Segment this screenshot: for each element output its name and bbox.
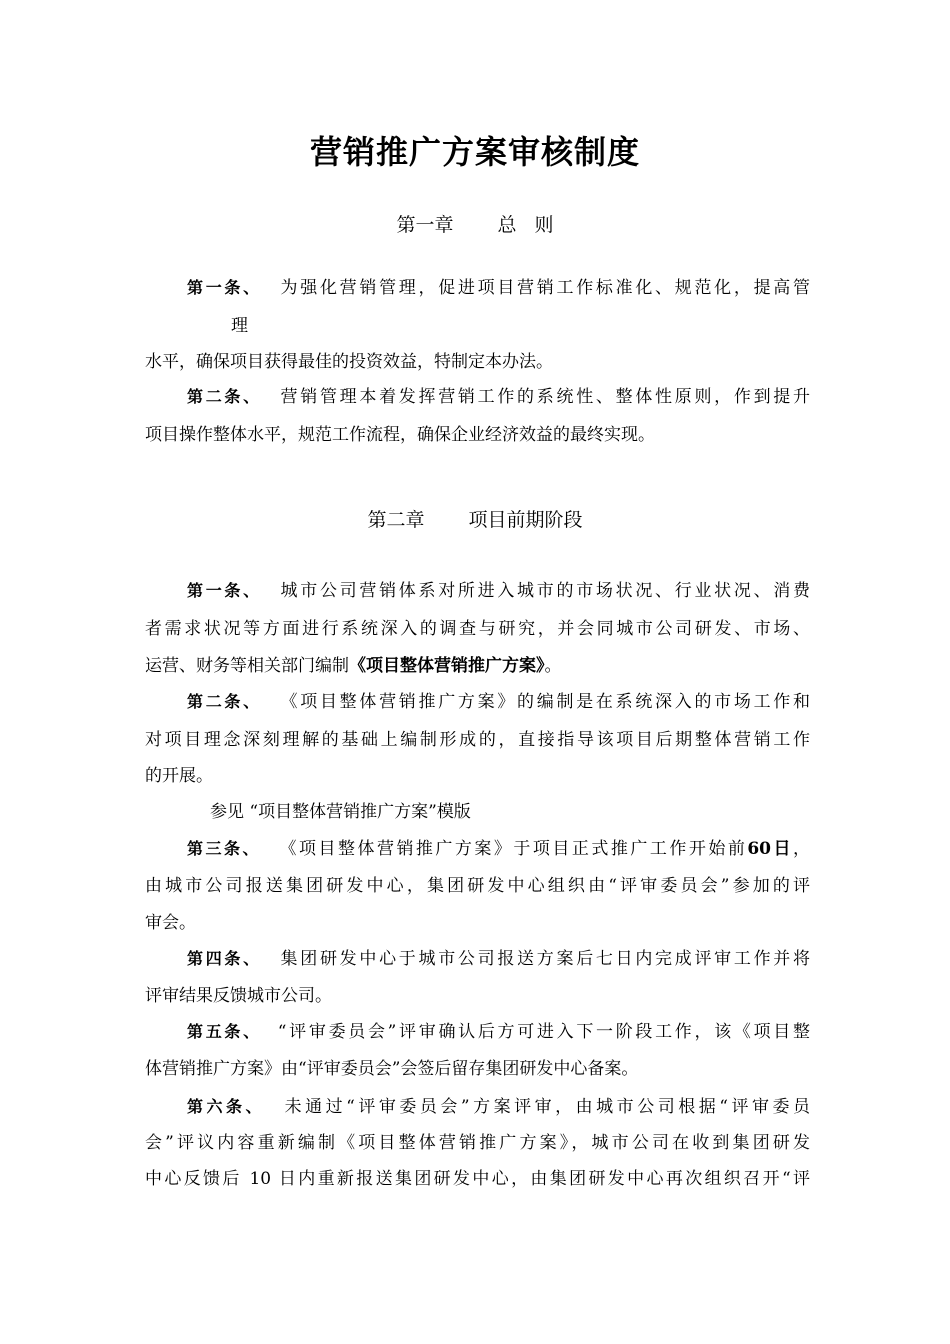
ch2-art1-label: 第一条、 [187,581,262,600]
ch2-art4-line1 [187,946,810,972]
ch1-art2-line2: 项目操作整体水平，规范工作流程，确保企业经济效益的最终实现。 [145,425,655,445]
ch2-art2-label: 第二条、 [187,692,262,711]
ch2-art5-line1 [187,1019,810,1045]
chapter-2-name: 项目前期阶段 [468,509,583,531]
document-title: 营销推广方案审核制度 [309,133,640,171]
ch1-art2-label: 第二条、 [187,387,262,406]
ch2-art2-text1: 《项目整体营销推广方案》的编制是在系统深入的市场工作和 [277,692,810,712]
ch2-art3-days: 60日 [747,839,793,859]
ch2-art6-line2: 会”评议内容重新编制《项目整体营销推广方案》，城市公司在收到集团研发 [145,1133,810,1153]
chapter-2-label: 第二章 [367,509,425,531]
ch2-art3-label: 第三条、 [187,839,261,858]
ch2-art1-line3c: 。 [544,656,562,676]
ch2-art2-line2: 对项目理念深刻理解的基础上编制形成的，直接指导该项目后期整体营销工作 [145,730,810,750]
ch2-art5-text1: “评审委员会”评审确认后方可进入下一阶段工作，该《项目整 [277,1022,810,1042]
ch2-art6-label: 第六条、 [187,1097,266,1116]
ch1-art1-line1 [187,275,810,301]
ch2-art3-line2: 由城市公司报送集团研发中心，集团研发中心组织由“评审委员会”参加的评 [145,876,810,896]
ch1-art1-text1: 为强化营销管理，促进项目营销工作标准化、规范化，提高管 [277,278,810,298]
ch2-art6-line1 [187,1094,810,1120]
ch2-art2-line3: 的开展。 [145,766,213,786]
ch2-art4-text1: 集团研发中心于城市公司报送方案后七日内完成评审工作并将 [277,949,810,969]
ch2-art1-text1: 城市公司营销体系对所进入城市的市场状况、行业状况、消费 [277,581,810,601]
chapter-1-name-b: 则 [534,214,554,236]
ch2-art5-label: 第五条、 [187,1022,262,1041]
ch2-art1-line3 [145,653,810,679]
ch2-art6-line3: 中心反馈后 10 日内重新报送集团研发中心，由集团研发中心再次组织召开“评 [145,1169,810,1189]
ch1-art2-text1: 营销管理本着发挥营销工作的系统性、整体性原则，作到提升 [277,387,810,407]
ch2-art5-line2: 体营销推广方案》由“评审委员会”会签后留存集团研发中心备案。 [145,1059,639,1079]
chapter-1-heading [0,210,950,240]
ch2-art6-text1: 未通过“评审委员会”方案评审，由城市公司根据“评审委员 [281,1097,810,1117]
ch2-art4-label: 第四条、 [187,949,262,968]
ch2-art3-text1a: 《项目整体营销推广方案》于项目正式推广工作开始前 [276,839,748,859]
ch2-art1-line1 [187,578,810,604]
ch2-art3-line1 [187,836,810,862]
ch1-art1-label: 第一条、 [187,278,262,297]
ch2-art1-line2: 者需求状况等方面进行系统深入的调查与研究，并会同城市公司研发、市场、 [145,619,810,639]
ch1-art1-line2: 水平，确保项目获得最佳的投资效益，特制定本办法。 [145,352,553,372]
chapter-2-heading [0,505,950,535]
ch2-art2-ref: 参见 “项目整体营销推广方案”模版 [210,802,471,822]
ch2-art1-line3a: 运营、财务等相关部门编制 [145,656,349,676]
ch1-art1-line1b: 理 [231,316,248,336]
ch2-art2-line1 [187,689,810,715]
ch2-art3-text1c: ， [793,839,810,859]
ch1-art2-line1 [187,384,810,410]
ch2-art1-plan-title: 《项目整体营销推广方案》 [349,656,545,676]
ch2-art4-line2: 评审结果反馈城市公司。 [145,986,332,1006]
chapter-1-name-a: 总 [497,214,517,236]
chapter-1-label: 第一章 [396,214,454,236]
ch2-art3-line3: 审会。 [145,913,196,933]
